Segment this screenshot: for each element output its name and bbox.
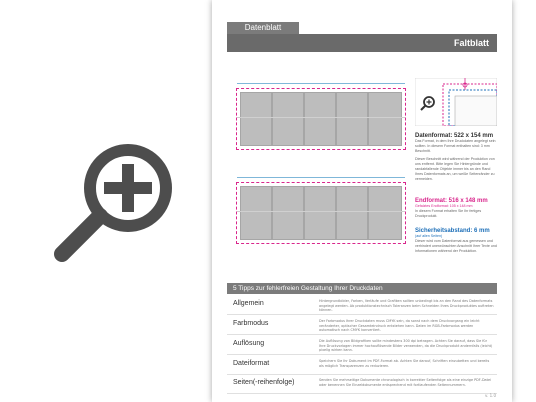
datenformat-heading: Datenformat: 522 x 154 mm [415, 133, 494, 139]
tip-label: Farbmodus [233, 320, 269, 327]
doc-tab-label: Datenblatt [227, 22, 299, 34]
tip-text: Hintergrundbilder, Farben, Verläufe und Grafiken sollten unbedingt bis an den Rand des Datenformats angelegt werden. Ab produktionstechnisch Toleranzen beim Schneiden Ihres Druckproduktes auftreten können. [319, 299, 494, 313]
datenformat-text2: Dieser Beschnitt wird während der Produktion von uns entfernt. Bitte legen Sie Hintergründe und randabfallende Objekte immer bis an den Rand Ihres Datenformats an, um weiße Seitenränder zu vermeiden. [415, 157, 495, 181]
spec-sicherheitsabstand [415, 228, 499, 254]
doc-title: Faltblatt [227, 34, 497, 52]
dimension-ruler [237, 83, 405, 84]
fold-guide [237, 211, 405, 215]
tips-heading: 5 Tipps zur fehlerfreien Gestaltung Ihrer Druckdaten [227, 283, 497, 294]
spec-datenformat [415, 133, 499, 182]
datenformat-text: Das Format, in dem Ihre Druckdaten angelegt sein sollten. In diesem Format enthalten sind: 3 mm Beschnitt. [415, 139, 496, 153]
corner-detail [415, 78, 497, 126]
tip-row [227, 296, 497, 315]
zoom-in-icon[interactable] [50, 130, 185, 265]
endformat-text: In diesem Format erhalten Sie Ihr fertiges Druckprodukt. [415, 209, 482, 218]
tip-row [227, 356, 497, 375]
spec-endformat [415, 198, 499, 219]
tip-text: Speichern Sie Ihr Dokument im PDF-Format ab. Achten Sie darauf, Schriften einzubetten und bereits als möglich Transparenzen zu reduzieren. [319, 359, 490, 368]
template-outside [236, 88, 406, 150]
endformat-heading: Endformat: 516 x 148 mm [415, 198, 488, 204]
tip-row [227, 316, 497, 335]
fold-guide [237, 117, 405, 121]
version-label: v. 1.0 [485, 393, 496, 398]
tip-text: Die Auflösung von Bildgrafiken sollte mindestens 300 dpi betragen. Achten Sie darauf, dass Sie für Ihre Druckvorlagen immer hochauflösende Bilder verwenden, da die Druckprodukt andernfalls (leicht) pixelig wirken kann. [319, 339, 493, 353]
tip-label: Dateiformat [233, 360, 270, 367]
sicherheit-text: Dieser wird vom Datenformat aus gemessen und verhindert unerwünschten Anschnitt Ihrer Texte und Informationen während der Produktion. [415, 239, 497, 253]
datasheet-page [212, 0, 512, 402]
tip-text: Senden Sie mehrseitige Dokumente chronologisch in korrekter Seitenfolge als eine einzige PDF-Datei oder benennen Sie Einzeldokumente entsprechend mit fortlaufenden Seitennummern. [319, 378, 491, 387]
tip-row [227, 375, 497, 394]
tip-label: Seiten(-reihenfolge) [233, 379, 295, 386]
tip-text: Der Farbmodus Ihrer Druckdaten muss CMYK sein, da sonst nach dem Druckvorgang ein leicht veränderter, optischer Gesamteindruck entstehen kann. Daten im RGB-Farbmodus werden automatisch nach CMYK konvertiert. [319, 319, 480, 333]
endformat-sub: Gefalztes Endformat: 105 x 148 mm [415, 204, 473, 208]
dimension-ruler [237, 177, 405, 178]
template-inside [236, 182, 406, 244]
tip-label: Allgemein [233, 300, 264, 307]
tip-label: Auflösung [233, 340, 265, 347]
sicherheit-heading: Sicherheitsabstand: 6 mm [415, 228, 490, 234]
tip-row [227, 336, 497, 355]
sicherheit-sub: (auf allen Seiten) [415, 234, 443, 238]
